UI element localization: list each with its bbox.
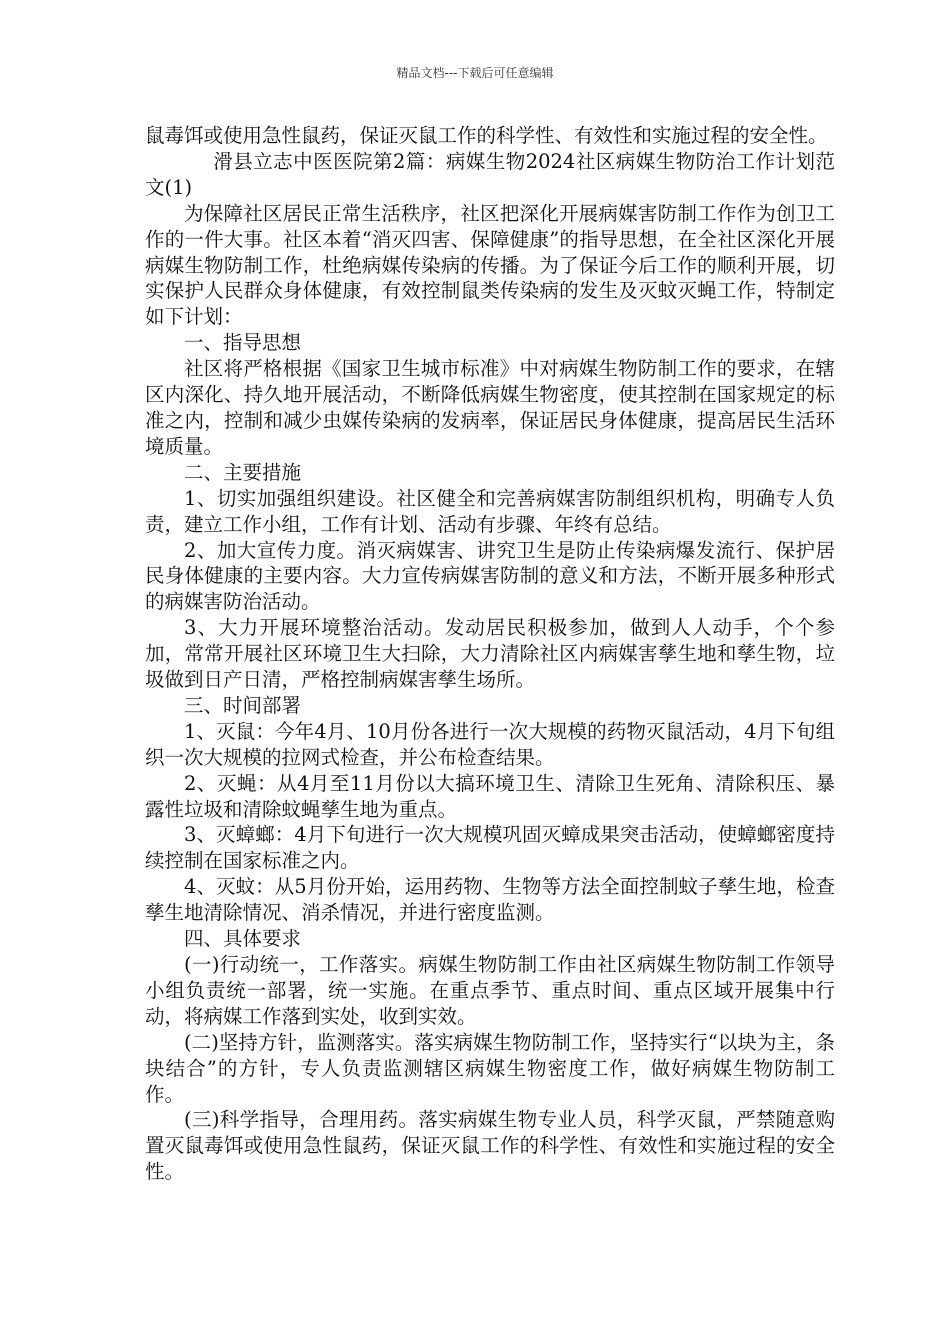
paragraph: 1、切实加强组织建设。社区健全和完善病媒害防制组织机构，明确专人负责，建立工作小组，工作有计划、活动有步骤、年终有总结。 xyxy=(145,486,835,536)
section-heading-3: 三、时间部署 xyxy=(184,693,302,717)
paragraph: 1、灭鼠：今年4月、10月份各进行一次大规模的药物灭鼠活动，4月下旬组织一次大规模的拉网式检查，并公布检查结果。 xyxy=(145,719,835,769)
paragraph-continuation: 鼠毒饵或使用急性鼠药，保证灭鼠工作的科学性、有效性和实施过程的安全性。 xyxy=(145,124,828,147)
page-header: 精品文档---下载后可任意编辑 xyxy=(396,66,554,80)
section-heading-2: 二、主要措施 xyxy=(184,460,302,484)
paragraph: 4、灭蚊：从5月份开始，运用药物、生物等方法全面控制蚊子孳生地，检查孳生地清除情况、消杀情况，并进行密度监测。 xyxy=(145,875,835,925)
paragraph: 社区将严格根据《国家卫生城市标准》中对病媒生物防制工作的要求，在辖区内深化、持久地开展活动，不断降低病媒生物密度，使其控制在国家规定的标准之内，控制和减少虫媒传染病的发病率，保证居民身体健康，提高居民生活环境质量。 xyxy=(145,357,835,458)
paragraph: (一)行动统一，工作落实。病媒生物防制工作由社区病媒生物防制工作领导小组负责统一部署，统一实施。在重点季节、重点时间、重点区域开展集中行动，将病媒工作落到实处，收到实效。 xyxy=(145,953,835,1028)
section-heading-4: 四、具体要求 xyxy=(184,927,302,951)
paragraph: (三)科学指导，合理用药。落实病媒生物专业人员，科学灭鼠，严禁随意购置灭鼠毒饵或使用急性鼠药，保证灭鼠工作的科学性、有效性和实施过程的安全性。 xyxy=(145,1108,835,1184)
paragraph: 2、加大宣传力度。消灭病媒害、讲究卫生是防止传染病爆发流行、保护居民身体健康的主要内容。大力宣传病媒害防制的意义和方法，不断开展多种形式的病媒害防治活动。 xyxy=(145,538,835,614)
paragraph: 3、大力开展环境整治活动。发动居民积极参加，做到人人动手，个个参加，常常开展社区环境卫生大扫除，大力清除社区内病媒害孳生地和孳生物，垃圾做到日产日清，严格控制病媒害孳生场所。 xyxy=(145,616,835,692)
paragraph-intro: 为保障社区居民正常生活秩序，社区把深化开展病媒害防制工作作为创卫工作的一件大事。社区本着“消灭四害、保障健康”的指导思想，在全社区深化开展病媒生物防制工作，杜绝病媒传染病的传播。为了保证今后工作的顺利开展，切实保护人民群众身体健康，有效控制鼠类传染病的发生及灭蚊灭蝇工作，特制定如下计划： xyxy=(145,201,835,329)
paragraph: (二)坚持方针，监测落实。落实病媒生物防制工作，坚持实行“以块为主，条块结合”的方针，专人负责监测辖区病媒生物密度工作，做好病媒生物防制工作。 xyxy=(145,1030,835,1106)
article-title: 滑县立志中医医院第2篇：病媒生物2024社区病媒生物防治工作计划范文(1) xyxy=(145,149,835,199)
document-body xyxy=(145,123,835,1185)
section-heading-1: 一、指导思想 xyxy=(184,331,302,355)
paragraph: 2、灭蝇：从4月至11月份以大搞环境卫生、清除卫生死角、清除积压、暴露性垃圾和清除蚊蝇孳生地为重点。 xyxy=(145,771,835,821)
paragraph: 3、灭蟑螂：4月下旬进行一次大规模巩固灭蟑成果突击活动，使蟑螂密度持续控制在国家标准之内。 xyxy=(145,823,835,873)
